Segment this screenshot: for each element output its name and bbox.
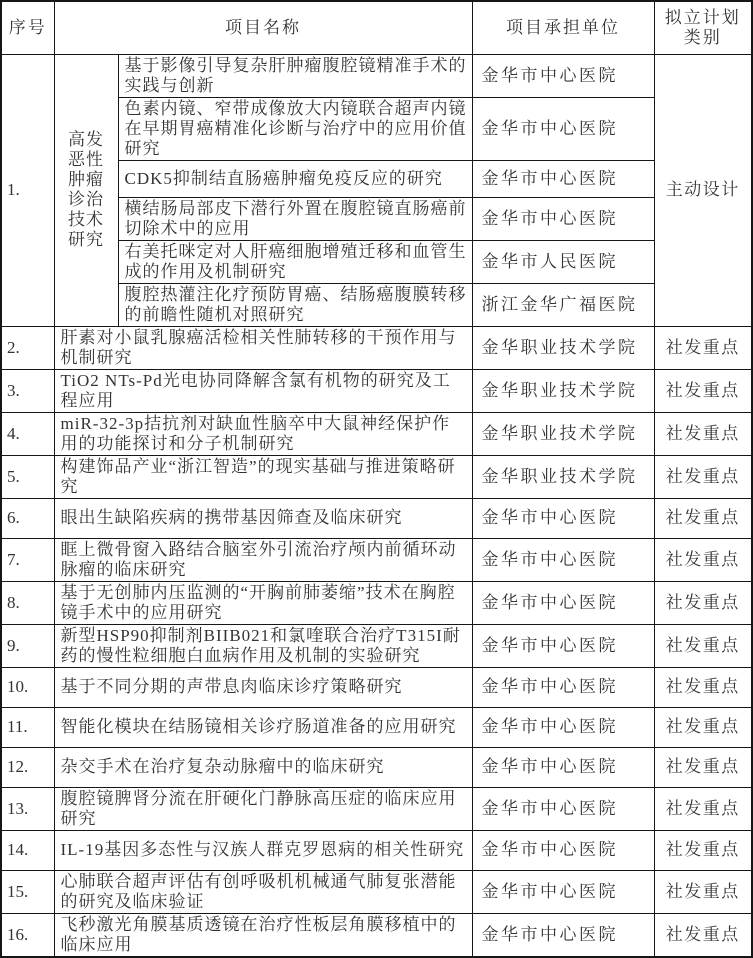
unit-cell: 金华市中心医院 [472, 54, 654, 97]
plan-type-cell: 社发重点 [654, 412, 752, 455]
plan-type-cell: 社发重点 [654, 369, 752, 412]
row-seq: 1. [1, 54, 54, 326]
table-row [1, 412, 752, 455]
project-name-cell: 眼出生缺陷疾病的携带基因筛查及临床研究 [54, 498, 472, 538]
row-seq: 14. [1, 830, 54, 870]
unit-cell: 金华职业技术学院 [472, 412, 654, 455]
unit-cell: 金华市中心医院 [472, 581, 654, 624]
project-name-cell: 杂交手术在治疗复杂动脉瘤中的临床研究 [54, 747, 472, 787]
col-header-seq: 序号 [1, 1, 54, 54]
table-row [1, 913, 752, 957]
plan-type-cell: 社发重点 [654, 538, 752, 581]
unit-cell: 金华市中心医院 [472, 667, 654, 707]
unit-cell: 金华市中心医院 [472, 538, 654, 581]
project-name-cell: 基于不同分期的声带息肉临床诊疗策略研究 [54, 667, 472, 707]
table-row [1, 870, 752, 913]
project-name-cell: 飞秒激光角膜基质透镜在治疗性板层角膜移植中的临床应用 [54, 913, 472, 957]
row-seq: 8. [1, 581, 54, 624]
project-name-cell: 基于无创肺内压监测的“开胸前肺萎缩”技术在胸腔镜手术中的应用研究 [54, 581, 472, 624]
plan-type-cell: 社发重点 [654, 913, 752, 957]
header-row [1, 1, 752, 54]
table-row [1, 538, 752, 581]
plan-type-cell: 社发重点 [654, 624, 752, 667]
row-seq: 12. [1, 747, 54, 787]
row-seq: 5. [1, 455, 54, 498]
unit-cell: 金华市中心医院 [472, 707, 654, 747]
col-header-project-name: 项目名称 [54, 1, 472, 54]
project-name-cell: IL-19基因多态性与汉族人群克罗恩病的相关性研究 [54, 830, 472, 870]
row-seq: 7. [1, 538, 54, 581]
row-seq: 10. [1, 667, 54, 707]
table-row [1, 455, 752, 498]
col-header-plan-type: 拟立计划类别 [654, 1, 752, 54]
table-row [1, 326, 752, 369]
unit-cell: 金华市人民医院 [472, 240, 654, 283]
project-name-cell: 心肺联合超声评估有创呼吸机机械通气肺复张潜能的研究及临床验证 [54, 870, 472, 913]
plan-type-cell: 社发重点 [654, 830, 752, 870]
plan-type-cell: 社发重点 [654, 498, 752, 538]
table-row [1, 707, 752, 747]
row-seq: 16. [1, 913, 54, 957]
unit-cell: 浙江金华广福医院 [472, 283, 654, 326]
row-seq: 11. [1, 707, 54, 747]
project-name-cell: 腹腔镜脾肾分流在肝硬化门静脉高压症的临床应用研究 [54, 787, 472, 830]
table-row [1, 747, 752, 787]
plan-type-cell: 社发重点 [654, 581, 752, 624]
row-seq: 2. [1, 326, 54, 369]
project-name-cell: 腹腔热灌注化疗预防胃癌、结肠癌腹膜转移的前瞻性随机对照研究 [118, 283, 472, 326]
project-name-cell: 肝素对小鼠乳腺癌活检相关性肺转移的干预作用与机制研究 [54, 326, 472, 369]
unit-cell: 金华市中心医院 [472, 830, 654, 870]
row-seq: 4. [1, 412, 54, 455]
table-row [1, 667, 752, 707]
row-seq: 13. [1, 787, 54, 830]
project-name-cell: miR-32-3p拮抗剂对缺血性脑卒中大鼠神经保护作用的功能探讨和分子机制研究 [54, 412, 472, 455]
group-category-cell: 高发恶性肿瘤诊治技术研究 [54, 54, 118, 326]
unit-cell: 金华市中心医院 [472, 160, 654, 197]
plan-type-cell: 社发重点 [654, 455, 752, 498]
plan-type-cell: 社发重点 [654, 707, 752, 747]
project-name-cell: 色素内镜、窄带成像放大内镜联合超声内镜在早期胃癌精准化诊断与治疗中的应用价值研究 [118, 97, 472, 160]
unit-cell: 金华市中心医院 [472, 747, 654, 787]
unit-cell: 金华市中心医院 [472, 787, 654, 830]
project-name-cell: 横结肠局部皮下潜行外置在腹腔镜直肠癌前切除术中的应用 [118, 197, 472, 240]
row-seq: 9. [1, 624, 54, 667]
table-row [1, 787, 752, 830]
row-seq: 3. [1, 369, 54, 412]
unit-cell: 金华职业技术学院 [472, 369, 654, 412]
table-row [1, 624, 752, 667]
col-header-unit: 项目承担单位 [472, 1, 654, 54]
unit-cell: 金华职业技术学院 [472, 455, 654, 498]
plan-type-cell: 社发重点 [654, 747, 752, 787]
plan-type-cell: 社发重点 [654, 326, 752, 369]
unit-cell: 金华市中心医院 [472, 97, 654, 160]
unit-cell: 金华职业技术学院 [472, 326, 654, 369]
project-name-cell: TiO2 NTs-Pd光电协同降解含氯有机物的研究及工程应用 [54, 369, 472, 412]
project-name-cell: CDK5抑制结直肠癌肿瘤免疫反应的研究 [118, 160, 472, 197]
project-name-cell: 新型HSP90抑制剂BIIB021和氯喹联合治疗T315I耐药的慢性粒细胞白血病作用及机制的实验研究 [54, 624, 472, 667]
plan-type-cell: 社发重点 [654, 870, 752, 913]
table-row [1, 498, 752, 538]
table-row [1, 54, 752, 97]
unit-cell: 金华市中心医院 [472, 913, 654, 957]
plan-type-cell: 主动设计 [654, 54, 752, 326]
row-seq: 15. [1, 870, 54, 913]
table-row [1, 830, 752, 870]
table-row [1, 369, 752, 412]
table-row [1, 581, 752, 624]
project-name-cell: 构建饰品产业“浙江智造”的现实基础与推进策略研究 [54, 455, 472, 498]
project-name-cell: 智能化模块在结肠镜相关诊疗肠道准备的应用研究 [54, 707, 472, 747]
plan-type-cell: 社发重点 [654, 667, 752, 707]
unit-cell: 金华市中心医院 [472, 498, 654, 538]
project-name-cell: 右美托咪定对人肝癌细胞增殖迁移和血管生成的作用及机制研究 [118, 240, 472, 283]
unit-cell: 金华市中心医院 [472, 624, 654, 667]
unit-cell: 金华市中心医院 [472, 197, 654, 240]
project-name-cell: 基于影像引导复杂肝肿瘤腹腔镜精准手术的实践与创新 [118, 54, 472, 97]
project-name-cell: 眶上微骨窗入路结合脑室外引流治疗颅内前循环动脉瘤的临床研究 [54, 538, 472, 581]
unit-cell: 金华市中心医院 [472, 870, 654, 913]
plan-type-cell: 社发重点 [654, 787, 752, 830]
row-seq: 6. [1, 498, 54, 538]
